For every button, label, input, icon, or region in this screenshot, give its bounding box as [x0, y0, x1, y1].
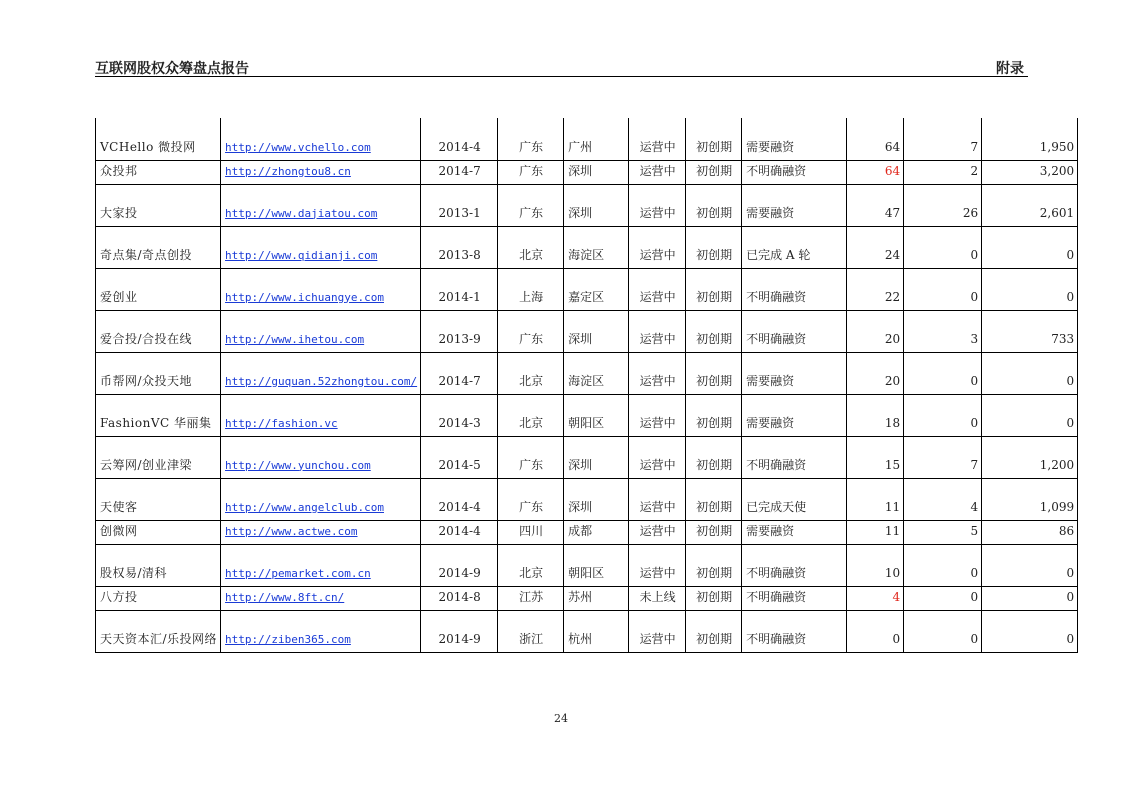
cell-city: 深圳 [564, 478, 629, 520]
cell-status: 未上线 [629, 586, 686, 610]
table-row [96, 352, 1078, 394]
cell-funding: 需要融资 [742, 394, 847, 436]
cell-launch-date: 2014-4 [421, 520, 498, 544]
cell-url [221, 520, 421, 544]
cell-url [221, 118, 421, 160]
cell-value-2: 0 [904, 268, 982, 310]
page-number: 24 [554, 712, 568, 725]
cell-value-3: 0 [982, 610, 1078, 652]
cell-city: 成都 [564, 520, 629, 544]
table-row [96, 478, 1078, 520]
cell-city: 杭州 [564, 610, 629, 652]
cell-value-3: 0 [982, 226, 1078, 268]
cell-value-1: 20 [847, 352, 904, 394]
cell-province: 江苏 [498, 586, 564, 610]
cell-value-1: 47 [847, 184, 904, 226]
cell-stage: 初创期 [686, 118, 742, 160]
cell-city: 深圳 [564, 160, 629, 184]
cell-province: 浙江 [498, 610, 564, 652]
cell-launch-date: 2014-1 [421, 268, 498, 310]
cell-value-3: 0 [982, 544, 1078, 586]
table-row [96, 610, 1078, 652]
cell-status: 运营中 [629, 478, 686, 520]
cell-launch-date: 2014-4 [421, 478, 498, 520]
cell-province: 广东 [498, 478, 564, 520]
cell-status: 运营中 [629, 352, 686, 394]
cell-province: 四川 [498, 520, 564, 544]
cell-value-2: 26 [904, 184, 982, 226]
cell-value-1: 10 [847, 544, 904, 586]
cell-platform-name: FashionVC 华丽集 [96, 394, 221, 436]
cell-platform-name: 爱创业 [96, 268, 221, 310]
cell-stage: 初创期 [686, 184, 742, 226]
cell-url [221, 586, 421, 610]
cell-value-3: 1,950 [982, 118, 1078, 160]
cell-platform-name: 云筹网/创业津梁 [96, 436, 221, 478]
platform-link[interactable]: http://pemarket.com.cn [225, 566, 371, 580]
cell-platform-name: 奇点集/奇点创投 [96, 226, 221, 268]
cell-launch-date: 2014-8 [421, 586, 498, 610]
cell-value-3: 0 [982, 394, 1078, 436]
cell-funding: 需要融资 [742, 184, 847, 226]
cell-city: 广州 [564, 118, 629, 160]
cell-value-3: 86 [982, 520, 1078, 544]
cell-url [221, 352, 421, 394]
platform-link[interactable]: http://www.vchello.com [225, 140, 371, 154]
cell-status: 运营中 [629, 184, 686, 226]
header-rule [95, 76, 1028, 77]
cell-province: 北京 [498, 544, 564, 586]
cell-url [221, 160, 421, 184]
cell-value-1: 4 [847, 586, 904, 610]
cell-url [221, 184, 421, 226]
platform-link[interactable]: http://www.angelclub.com [225, 500, 384, 514]
cell-launch-date: 2014-5 [421, 436, 498, 478]
table-row [96, 160, 1078, 184]
cell-stage: 初创期 [686, 544, 742, 586]
cell-url [221, 478, 421, 520]
platform-link[interactable]: http://www.ichuangye.com [225, 290, 384, 304]
cell-stage: 初创期 [686, 478, 742, 520]
platform-link[interactable]: http://www.yunchou.com [225, 458, 371, 472]
cell-value-1: 11 [847, 520, 904, 544]
cell-launch-date: 2014-7 [421, 352, 498, 394]
cell-value-3: 2,601 [982, 184, 1078, 226]
cell-funding: 不明确融资 [742, 160, 847, 184]
cell-status: 运营中 [629, 268, 686, 310]
cell-value-1: 64 [847, 160, 904, 184]
page-header [95, 58, 1028, 78]
cell-url [221, 610, 421, 652]
cell-value-1: 20 [847, 310, 904, 352]
platform-link[interactable]: http://www.dajiatou.com [225, 206, 378, 220]
cell-url [221, 310, 421, 352]
cell-funding: 已完成 A 轮 [742, 226, 847, 268]
cell-value-3: 0 [982, 352, 1078, 394]
table-body [96, 118, 1078, 652]
platform-link[interactable]: http://ziben365.com [225, 632, 351, 646]
cell-value-2: 0 [904, 352, 982, 394]
table-row [96, 394, 1078, 436]
platform-link[interactable]: http://zhongtou8.cn [225, 164, 351, 178]
platform-link[interactable]: http://www.qidianji.com [225, 248, 378, 262]
cell-platform-name: 大家投 [96, 184, 221, 226]
cell-value-1: 22 [847, 268, 904, 310]
cell-platform-name: 币帮网/众投天地 [96, 352, 221, 394]
cell-city: 深圳 [564, 184, 629, 226]
cell-stage: 初创期 [686, 436, 742, 478]
cell-url [221, 436, 421, 478]
cell-value-1: 24 [847, 226, 904, 268]
cell-stage: 初创期 [686, 352, 742, 394]
cell-province: 广东 [498, 118, 564, 160]
cell-platform-name: 八方投 [96, 586, 221, 610]
report-title: 互联网股权众筹盘点报告 [95, 61, 249, 77]
table-row [96, 436, 1078, 478]
cell-funding: 需要融资 [742, 352, 847, 394]
cell-status: 运营中 [629, 394, 686, 436]
cell-province: 广东 [498, 160, 564, 184]
cell-status: 运营中 [629, 160, 686, 184]
cell-value-2: 4 [904, 478, 982, 520]
cell-city: 朝阳区 [564, 394, 629, 436]
cell-funding: 不明确融资 [742, 544, 847, 586]
cell-city: 深圳 [564, 310, 629, 352]
cell-url [221, 394, 421, 436]
cell-city: 朝阳区 [564, 544, 629, 586]
cell-value-1: 15 [847, 436, 904, 478]
cell-launch-date: 2014-9 [421, 544, 498, 586]
cell-province: 北京 [498, 394, 564, 436]
cell-city: 嘉定区 [564, 268, 629, 310]
cell-stage: 初创期 [686, 394, 742, 436]
cell-status: 运营中 [629, 310, 686, 352]
cell-value-3: 0 [982, 586, 1078, 610]
cell-value-1: 11 [847, 478, 904, 520]
platform-link[interactable]: http://www.ihetou.com [225, 332, 365, 346]
cell-stage: 初创期 [686, 226, 742, 268]
cell-value-2: 0 [904, 610, 982, 652]
cell-platform-name: 创微网 [96, 520, 221, 544]
table-row [96, 586, 1078, 610]
cell-launch-date: 2013-8 [421, 226, 498, 268]
cell-launch-date: 2014-9 [421, 610, 498, 652]
cell-province: 北京 [498, 352, 564, 394]
cell-value-2: 5 [904, 520, 982, 544]
cell-value-3: 3,200 [982, 160, 1078, 184]
cell-value-3: 1,200 [982, 436, 1078, 478]
cell-value-2: 7 [904, 118, 982, 160]
cell-value-1: 64 [847, 118, 904, 160]
cell-stage: 初创期 [686, 610, 742, 652]
cell-city: 深圳 [564, 436, 629, 478]
cell-launch-date: 2014-3 [421, 394, 498, 436]
cell-funding: 不明确融资 [742, 436, 847, 478]
cell-funding: 已完成天使 [742, 478, 847, 520]
cell-value-2: 7 [904, 436, 982, 478]
cell-platform-name: 天天资本汇/乐投网络 [96, 610, 221, 652]
cell-status: 运营中 [629, 226, 686, 268]
cell-funding: 不明确融资 [742, 610, 847, 652]
table-row [96, 184, 1078, 226]
cell-city: 海淀区 [564, 352, 629, 394]
cell-stage: 初创期 [686, 268, 742, 310]
cell-launch-date: 2014-7 [421, 160, 498, 184]
cell-value-2: 0 [904, 226, 982, 268]
cell-value-1: 18 [847, 394, 904, 436]
cell-stage: 初创期 [686, 310, 742, 352]
cell-url [221, 544, 421, 586]
platform-link[interactable]: http://fashion.vc [225, 416, 338, 430]
cell-stage: 初创期 [686, 160, 742, 184]
cell-launch-date: 2013-9 [421, 310, 498, 352]
platform-table [95, 118, 1078, 653]
cell-url [221, 268, 421, 310]
cell-value-1: 0 [847, 610, 904, 652]
cell-stage: 初创期 [686, 520, 742, 544]
cell-value-2: 2 [904, 160, 982, 184]
platform-link[interactable]: http://guquan.52zhongtou.com/ [225, 374, 418, 388]
platform-link[interactable]: http://www.actwe.com [225, 524, 358, 538]
section-label: 附录 [996, 61, 1024, 77]
table-row [96, 310, 1078, 352]
table-row [96, 118, 1078, 160]
cell-province: 广东 [498, 310, 564, 352]
cell-funding: 不明确融资 [742, 268, 847, 310]
cell-value-3: 1,099 [982, 478, 1078, 520]
cell-value-2: 0 [904, 544, 982, 586]
cell-platform-name: 众投邦 [96, 160, 221, 184]
cell-funding: 需要融资 [742, 520, 847, 544]
cell-platform-name: VCHello 微投网 [96, 118, 221, 160]
cell-city: 苏州 [564, 586, 629, 610]
cell-province: 北京 [498, 226, 564, 268]
cell-province: 广东 [498, 184, 564, 226]
platform-link[interactable]: http://www.8ft.cn/ [225, 590, 345, 604]
cell-province: 广东 [498, 436, 564, 478]
cell-status: 运营中 [629, 610, 686, 652]
cell-status: 运营中 [629, 544, 686, 586]
cell-value-2: 3 [904, 310, 982, 352]
table-row [96, 544, 1078, 586]
cell-status: 运营中 [629, 520, 686, 544]
cell-url [221, 226, 421, 268]
cell-stage: 初创期 [686, 586, 742, 610]
cell-funding: 需要融资 [742, 118, 847, 160]
cell-value-3: 0 [982, 268, 1078, 310]
cell-status: 运营中 [629, 118, 686, 160]
cell-funding: 不明确融资 [742, 310, 847, 352]
cell-value-2: 0 [904, 394, 982, 436]
table-row [96, 268, 1078, 310]
cell-value-3: 733 [982, 310, 1078, 352]
cell-province: 上海 [498, 268, 564, 310]
cell-city: 海淀区 [564, 226, 629, 268]
cell-launch-date: 2013-1 [421, 184, 498, 226]
cell-funding: 不明确融资 [742, 586, 847, 610]
cell-platform-name: 股权易/清科 [96, 544, 221, 586]
cell-platform-name: 天使客 [96, 478, 221, 520]
cell-status: 运营中 [629, 436, 686, 478]
cell-platform-name: 爱合投/合投在线 [96, 310, 221, 352]
table-row [96, 520, 1078, 544]
cell-launch-date: 2014-4 [421, 118, 498, 160]
cell-value-2: 0 [904, 586, 982, 610]
table-row [96, 226, 1078, 268]
